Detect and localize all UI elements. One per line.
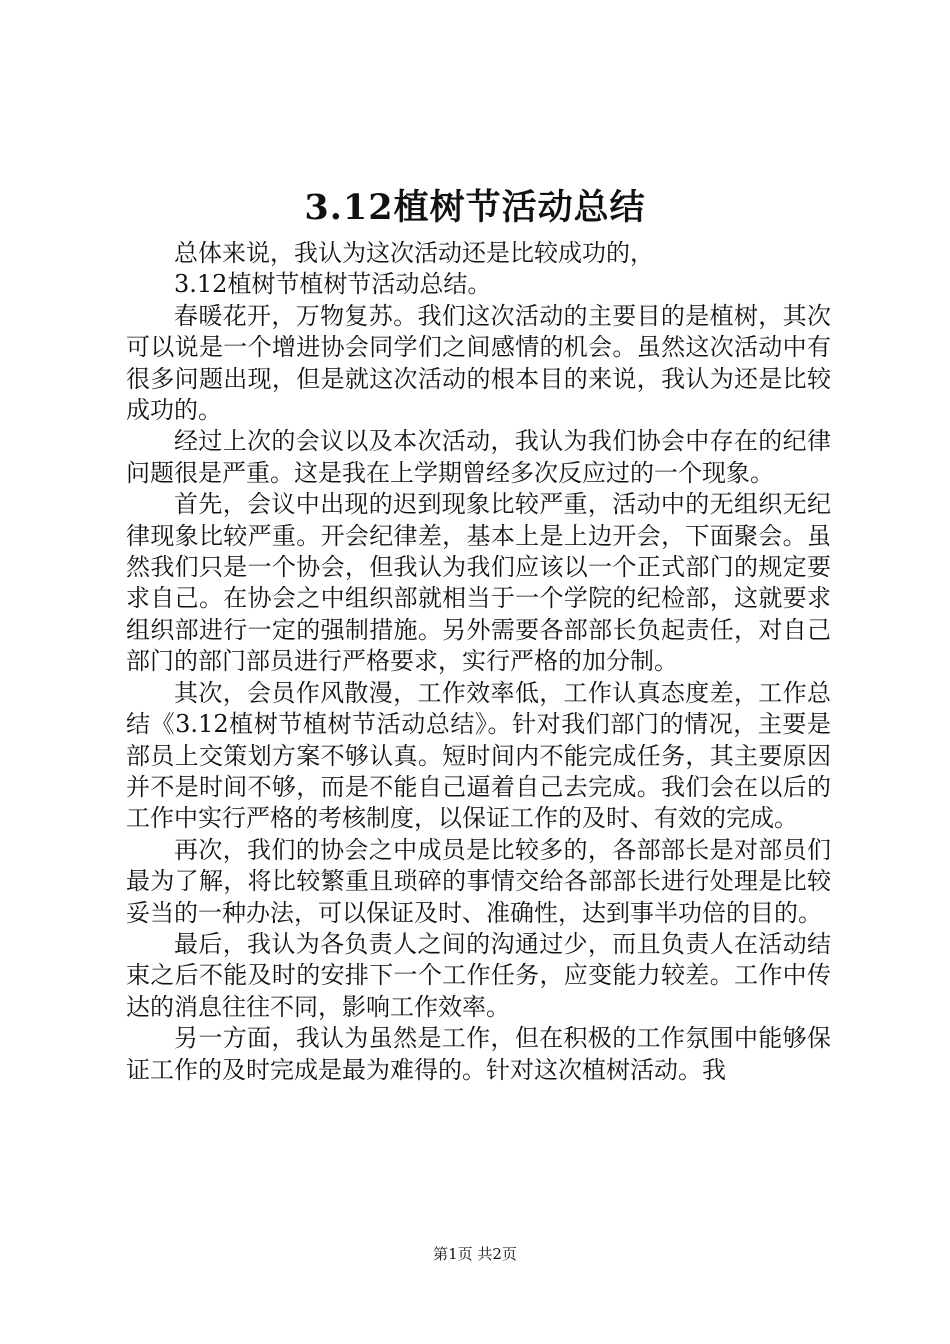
paragraph: 最后，我认为各负责人之间的沟通过少，而且负责人在活动结束之后不能及时的安排下一个工作任务，应变能力较差。工作中传达的消息往往不同，影响工作效率。 [126,929,831,1021]
document-body [126,238,831,1086]
document-title: 3.12植树节活动总结 [304,187,646,228]
paragraph: 再次，我们的协会之中成员是比较多的，各部部长是对部员们最为了解，将比较繁重且琐碎的事情交给各部部长进行处理是比较妥当的一种办法，可以保证及时、准确性，达到事半功倍的目的。 [126,835,831,927]
page-number-footer: 第1页 共2页 [433,1245,517,1263]
paragraph: 春暖花开，万物复苏。我们这次活动的主要目的是植树，其次可以说是一个增进协会同学们之间感情的机会。虽然这次活动中有很多问题出现，但是就这次活动的根本目的来说，我认为还是比较成功的。 [126,301,831,425]
paragraph: 总体来说，我认为这次活动还是比较成功的， [174,239,654,267]
paragraph: 其次，会员作风散漫，工作效率低，工作认真态度差，工作总结《3.12植树节植树节活动总结》。针对我们部门的情况，主要是部员上交策划方案不够认真。短时间内不能完成任务，其主要原因并不是时间不够，而是不能自己逼着自己去完成。我们会在以后的工作中实行严格的考核制度，以保证工作的及时、有效的完成。 [126,678,831,833]
paragraph: 首先，会议中出现的迟到现象比较严重，活动中的无组织无纪律现象比较严重。开会纪律差，基本上是上边开会，下面聚会。虽然我们只是一个协会，但我认为我们应该以一个正式部门的规定要求自己。在协会之中组织部就相当于一个学院的纪检部，这就要求组织部进行一定的强制措施。另外需要各部部长负起责任，对自己部门的部门部员进行严格要求，实行严格的加分制。 [126,490,831,676]
paragraph: 另一方面，我认为虽然是工作，但在积极的工作氛围中能够保证工作的及时完成是最为难得的。针对这次植树活动。我 [126,1024,831,1084]
paragraph: 3.12植树节植树节活动总结。 [174,270,492,299]
paragraph: 经过上次的会议以及本次活动，我认为我们协会中存在的纪律问题很是严重。这是我在上学期曾经多次反应过的一个现象。 [126,427,831,487]
